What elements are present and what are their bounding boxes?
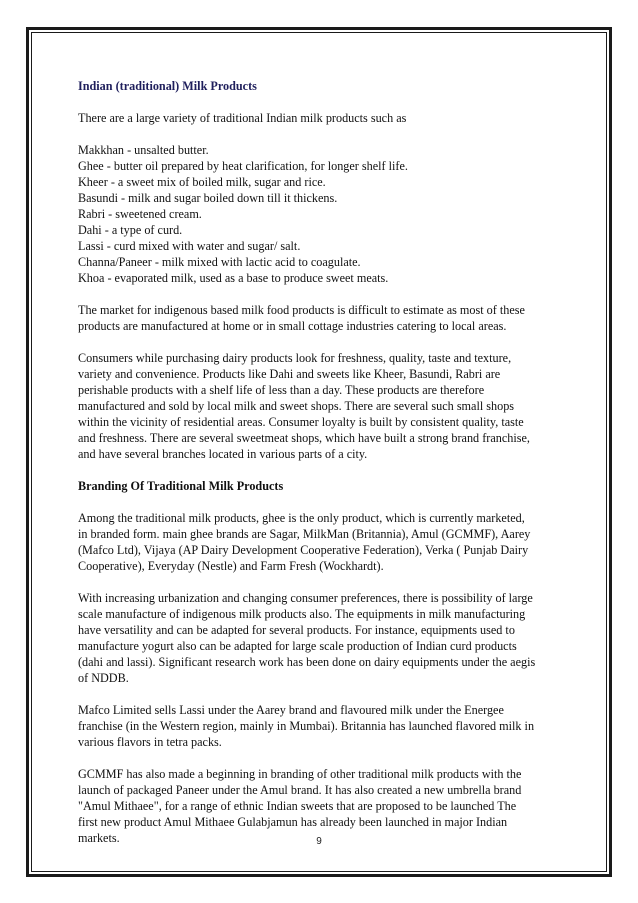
document-body (78, 78, 578, 846)
text-line: and have several branches located in various parts of a city. (78, 447, 368, 461)
product-item: Basundi - milk and sugar boiled down till it thickens. (78, 191, 338, 205)
text-line: launch of packaged Paneer under the Amul brand. It has also created a new umbrella brand (78, 783, 522, 797)
product-item: Makkhan - unsalted butter. (78, 143, 209, 157)
text-line: Cooperative), Everyday (Nestle) and Farm Fresh (Wockhardt). (78, 559, 384, 573)
text-line: (Mafco Ltd), Vijaya (AP Dairy Development Cooperative Federation), Verka ( Punjab Dairy (78, 543, 529, 557)
product-item: Lassi - curd mixed with water and sugar/ salt. (78, 239, 301, 253)
text-line: have versatility and can be adapted for several products. For instance, equipments used to (78, 623, 515, 637)
text-line: Mafco Limited sells Lassi under the Aarey brand and flavoured milk under the Energee (78, 703, 504, 717)
heading-traditional-milk-products: Indian (traditional) Milk Products (78, 79, 257, 93)
text-line: scale manufacture of indigenous milk products also. The equipments in milk manufacturing (78, 607, 526, 621)
product-item: Rabri - sweetened cream. (78, 207, 202, 221)
intro-paragraph: There are a large variety of traditional Indian milk products such as (78, 111, 407, 125)
text-line: franchise (in the Western region, mainly in Mumbai). Britannia has launched flavored milk in (78, 719, 535, 733)
text-line: in branded form. main ghee brands are Sagar, MilkMan (Britannia), Amul (GCMMF), Aarey (78, 527, 531, 541)
gcmmf-paragraph (78, 766, 578, 846)
text-line: Consumers while purchasing dairy products look for freshness, quality, taste and texture, (78, 351, 512, 365)
page-number: 9 (316, 836, 322, 847)
text-line: of NDDB. (78, 671, 129, 685)
text-line: variety and convenience. Products like Dahi and sweets like Kheer, Basundi, Rabri are (78, 367, 501, 381)
text-line: With increasing urbanization and changing consumer preferences, there is possibility of large (78, 591, 533, 605)
product-item: Kheer - a sweet mix of boiled milk, sugar and rice. (78, 175, 326, 189)
text-line: Among the traditional milk products, ghee is the only product, which is currently marketed, (78, 511, 525, 525)
text-line: (dahi and lassi). Significant research work has been done on dairy equipments under the aegis (78, 655, 536, 669)
text-line: perishable products with a shelf life of less than a day. These products are therefore (78, 383, 485, 397)
text-line: "Amul Mithaee", for a range of ethnic Indian sweets that are proposed to be launched The (78, 799, 517, 813)
text-line: within the vicinity of residential areas. Consumer loyalty is built by consistent quality, taste (78, 415, 524, 429)
product-item: Ghee - butter oil prepared by heat clarification, for longer shelf life. (78, 159, 408, 173)
product-item: Channa/Paneer - milk mixed with lactic acid to coagulate. (78, 255, 361, 269)
product-item: Dahi - a type of curd. (78, 223, 183, 237)
heading-branding: Branding Of Traditional Milk Products (78, 479, 284, 493)
text-line: various flavors in tetra packs. (78, 735, 222, 749)
text-line: The market for indigenous based milk food products is difficult to estimate as most of these (78, 303, 525, 317)
text-line: manufactured and sold by local milk and sweet shops. There are several such small shops (78, 399, 515, 413)
text-line: manufacture yogurt also can be adapted for large scale production of Indian curd products (78, 639, 517, 653)
text-line: products are manufactured at home or in small cottage industries catering to local areas. (78, 319, 507, 333)
text-line: GCMMF has also made a beginning in branding of other traditional milk products with the (78, 767, 522, 781)
branding-paragraph (78, 510, 578, 574)
text-line: and freshness. There are several sweetmeat shops, which have built a strong brand franchise, (78, 431, 530, 445)
text-line: markets. (78, 831, 120, 845)
text-line: first new product Amul Mithaee Gulabjamun has already been launched in major Indian (78, 815, 508, 829)
urbanization-paragraph (78, 590, 578, 686)
consumers-paragraph (78, 350, 578, 462)
product-list (78, 142, 578, 286)
mafco-paragraph (78, 702, 578, 750)
product-item: Khoa - evaporated milk, used as a base to produce sweet meats. (78, 271, 389, 285)
market-paragraph (78, 302, 578, 334)
